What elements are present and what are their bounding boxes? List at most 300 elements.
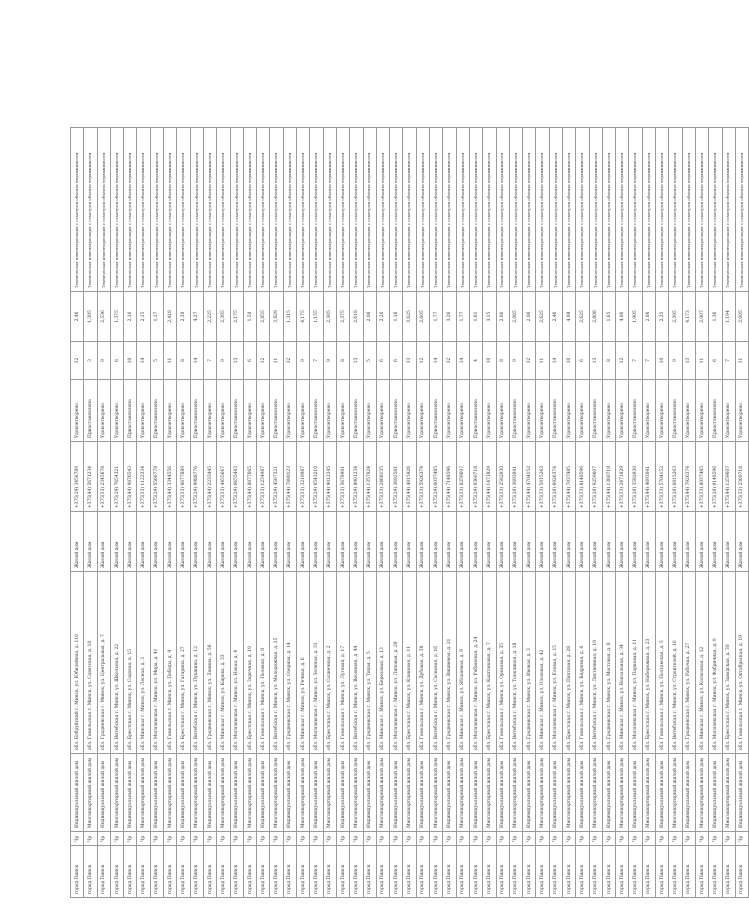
- table-cell-address: обл. Гродненская г. Минск, ул. Центральная, д. 7: [97, 572, 110, 754]
- table-cell-operation: Жилой дом: [735, 512, 748, 572]
- table-cell-phone: +375(44) 7926374: [682, 442, 695, 512]
- table-cell-city_type: Чр: [350, 832, 363, 846]
- table-cell-count: 9: [323, 342, 336, 380]
- table-cell-district: город Пинск: [376, 846, 389, 898]
- table-cell-status: Удовлетворено: [177, 380, 190, 442]
- table-cell-phone: +375(44) 7890123: [283, 442, 296, 512]
- table-cell-operation: Жилой дом: [403, 512, 416, 572]
- table-row: [323, 128, 336, 898]
- table-cell-count: 13: [230, 342, 243, 380]
- table-cell-phone: +375(29) 6655443: [230, 442, 243, 512]
- table-cell-value: 2,06: [363, 292, 376, 342]
- table-cell-district: город Пинск: [695, 846, 708, 898]
- records-table: [70, 127, 749, 898]
- table-cell-address: обл. Брестская г. Минск, ул. Пихтовая, д. 28: [562, 572, 575, 754]
- table-cell-count: 13: [589, 342, 602, 380]
- table-cell-note: Техническая инвентаризация с осмотром объекта недвижимости: [124, 128, 137, 292]
- table-cell-city_type: Чр: [722, 832, 735, 846]
- table-cell-status: Удовлетворено: [297, 380, 310, 442]
- table-cell-note: Техническая инвентаризация с осмотром объекта недвижимости: [616, 128, 629, 292]
- table-cell-address: обл. Могилевская г. Минск, ул. Еловая, д. 15: [549, 572, 562, 754]
- table-cell-city_type: Чр: [629, 832, 642, 846]
- table-cell-note: Техническая инвентаризация с осмотром объекта недвижимости: [217, 128, 230, 292]
- table-cell-value: 1,395: [84, 292, 97, 342]
- table-cell-address: обл. Могилевская г. Минск, ул. Зеленая, д. 31: [310, 572, 323, 754]
- table-cell-address: обл. Гомельская г. Минск, ул. Ореховая, д. 35: [496, 572, 509, 754]
- table-cell-status: Удовлетворено: [110, 380, 123, 442]
- table-cell-count: 14: [456, 342, 469, 380]
- table-cell-category: Многоквартирный жилой дом: [483, 754, 496, 832]
- table-cell-category: Индивидуальный жилой дом: [443, 754, 456, 832]
- table-cell-district: город Пинск: [283, 846, 296, 898]
- table-cell-count: 10: [124, 342, 137, 380]
- table-cell-city_type: Чр: [536, 832, 549, 846]
- table-cell-category: Многоквартирный жилой дом: [190, 754, 203, 832]
- table-cell-note: Техническая инвентаризация с осмотром объекта недвижимости: [110, 128, 123, 292]
- table-cell-address: обл. Гомельская г. Минск, ул. Октябрьская, д. 19: [735, 572, 748, 754]
- table-cell-count: 11: [270, 342, 283, 380]
- table-row: [190, 128, 203, 898]
- table-cell-note: Техническая инвентаризация с осмотром объекта недвижимости: [602, 128, 615, 292]
- table-cell-status: Удовлетворено: [642, 380, 655, 442]
- table-cell-phone: +375(44) 5671234: [84, 442, 97, 512]
- table-row: [283, 128, 296, 898]
- table-cell-address: обл. Могилевская г. Минск, ул. Рябиновая, д. 24: [469, 572, 482, 754]
- table-cell-value: 2,085: [509, 292, 522, 342]
- table-cell-note: Техническая инвентаризация с осмотром объекта недвижимости: [403, 128, 416, 292]
- table-cell-phone: +375(44) 9012345: [323, 442, 336, 512]
- table-cell-category: Индивидуальный жилой дом: [523, 754, 536, 832]
- table-cell-operation: Жилой дом: [602, 512, 615, 572]
- table-cell-note: Техническая инвентаризация с осмотром объекта недвижимости: [310, 128, 323, 292]
- table-cell-value: 2,618: [350, 292, 363, 342]
- table-cell-phone: +375(33) 2582930: [496, 442, 509, 512]
- table-cell-value: 2,855: [257, 292, 270, 342]
- table-cell-city_type: Чр: [124, 832, 137, 846]
- table-cell-status: Удовлетворено: [722, 380, 735, 442]
- table-cell-phone: +375(29) 6543210: [310, 442, 323, 512]
- table-row: [483, 128, 496, 898]
- table-cell-city_type: Чр: [376, 832, 389, 846]
- table-cell-phone: +375(33) 5704152: [656, 442, 669, 512]
- table-cell-address: обл. Гродненская г. Минск, ул. Рабочая, д. 27: [682, 572, 695, 754]
- table-cell-value: 1,194: [722, 292, 735, 342]
- table-cell-count: 7: [722, 342, 735, 380]
- table-cell-value: 2,007: [695, 292, 708, 342]
- table-row: [669, 128, 682, 898]
- table-cell-value: 2,808: [589, 292, 602, 342]
- table-cell-operation: Жилой дом: [616, 512, 629, 572]
- table-cell-address: обл. Брестская г. Минск, ул. Каштановая, д. 7: [483, 572, 496, 754]
- table-cell-value: 1,65: [602, 292, 615, 342]
- table-cell-phone: +375(33) 4455667: [217, 442, 230, 512]
- table-cell-district: город Пинск: [483, 846, 496, 898]
- table-row: [230, 128, 243, 898]
- table-cell-category: Индивидуальный жилой дом: [496, 754, 509, 832]
- table-cell-phone: +375(29) 5566778: [150, 442, 163, 512]
- table-cell-category: Многоквартирный жилой дом: [616, 754, 629, 832]
- table-cell-note: Техническая инвентаризация с осмотром объекта недвижимости: [283, 128, 296, 292]
- table-cell-operation: Жилой дом: [217, 512, 230, 572]
- table-cell-city_type: Чр: [469, 832, 482, 846]
- table-cell-value: 2,225: [203, 292, 216, 342]
- table-cell-address: обл. Минская г. Минск, ул. Березовая, д. 13: [376, 572, 389, 754]
- table-cell-phone: +375(44) 4704152: [523, 442, 536, 512]
- table-cell-city_type: Чр: [257, 832, 270, 846]
- table-row: [709, 128, 722, 898]
- table-cell-status: Удовлетворено: [323, 380, 336, 442]
- table-cell-note: Техническая инвентаризация с осмотром объекта недвижимости: [483, 128, 496, 292]
- rotated-table-container: [70, 128, 745, 898]
- table-row: [363, 128, 376, 898]
- table-cell-address: обл. Минская г. Минск, ул. Речная, д. 6: [297, 572, 310, 754]
- table-cell-category: Индивидуальный жилой дом: [150, 754, 163, 832]
- table-cell-phone: +375(44) 7148596: [443, 442, 456, 512]
- table-cell-city_type: Чр: [336, 832, 349, 846]
- table-cell-note: Техническая инвентаризация с осмотром объекта недвижимости: [695, 128, 708, 292]
- table-cell-category: Многоквартирный жилой дом: [137, 754, 150, 832]
- table-cell-address: обл. Брестская г. Минск, ул. Гагарина, д. 27: [177, 572, 190, 754]
- table-cell-note: Техническая инвентаризация с осмотром объекта недвижимости: [443, 128, 456, 292]
- table-cell-category: Индивидуальный жилой дом: [310, 754, 323, 832]
- table-cell-phone: +375(29) 6926374: [549, 442, 562, 512]
- table-cell-district: город Пинск: [257, 846, 270, 898]
- table-cell-category: Многоквартирный жилой дом: [456, 754, 469, 832]
- table-cell-note: Техническая инвентаризация с осмотром объекта недвижимости: [137, 128, 150, 292]
- table-cell-category: Многоквартирный жилой дом: [350, 754, 363, 832]
- table-cell-district: город Пинск: [137, 846, 150, 898]
- table-cell-address: обл. Могилевская г. Минск, ул. Мира, д. 41: [150, 572, 163, 754]
- table-cell-status: Приостановлено: [124, 380, 137, 442]
- table-cell-category: Индивидуальный жилой дом: [735, 754, 748, 832]
- table-cell-phone: +375(44) 9876543: [124, 442, 137, 512]
- table-cell-status: Удовлетворено: [682, 380, 695, 442]
- table-cell-address: обл. Витебская г. Минск, ул. Строителей, д. 16: [669, 572, 682, 754]
- table-cell-operation: Жилой дом: [177, 512, 190, 572]
- table-cell-phone: +375(33) 3210987: [297, 442, 310, 512]
- table-cell-city_type: Чр: [642, 832, 655, 846]
- table-cell-category: Многоквартирный жилой дом: [642, 754, 655, 832]
- table-cell-status: Удовлетворено: [443, 380, 456, 442]
- table-cell-count: 14: [549, 342, 562, 380]
- table-cell-phone: +375(33) 8259607: [456, 442, 469, 512]
- table-cell-district: город Пинск: [709, 846, 722, 898]
- table-cell-category: Многоквартирный жилой дом: [376, 754, 389, 832]
- table-cell-note: Техническая инвентаризация с осмотром объекта недвижимости: [523, 128, 536, 292]
- table-cell-operation: Жилой дом: [283, 512, 296, 572]
- table-cell-address: обл. Минская г. Минск, ул. Колхозная, д. 12: [695, 572, 708, 754]
- table-cell-city_type: Чр: [416, 832, 429, 846]
- table-cell-address: обл. Могилевская г. Минск, ул. Парковая, д. 11: [629, 572, 642, 754]
- table-cell-note: Техническая инвентаризация с осмотром объекта недвижимости: [203, 128, 216, 292]
- table-cell-note: Техническая инвентаризация с осмотром объекта недвижимости: [549, 128, 562, 292]
- table-cell-status: Приостановлено: [509, 380, 522, 442]
- table-cell-status: Удовлетворено: [695, 380, 708, 442]
- table-cell-phone: +375(29) 4567321: [270, 442, 283, 512]
- table-cell-value: 1,16: [390, 292, 403, 342]
- table-cell-note: Техническая инвентаризация с осмотром объекта недвижимости: [456, 128, 469, 292]
- table-cell-operation: Жилой дом: [336, 512, 349, 572]
- table-cell-category: Многоквартирный жилой дом: [722, 754, 735, 832]
- table-cell-value: 2,605: [735, 292, 748, 342]
- table-row: [137, 128, 150, 898]
- table-cell-count: 3: [84, 342, 97, 380]
- table-cell-note: Техническая инвентаризация с осмотром объекта недвижимости: [230, 128, 243, 292]
- table-cell-note: Техническая инвентаризация с осмотром объекта недвижимости: [150, 128, 163, 292]
- table-cell-count: 13: [350, 342, 363, 380]
- table-cell-phone: +375(29) 6037485: [430, 442, 443, 512]
- table-cell-operation: Жилой дом: [483, 512, 496, 572]
- table-cell-address: обл. Минская г. Минск, ул. Вокзальная, д. 34: [616, 572, 629, 754]
- table-cell-note: Техническая инвентаризация с осмотром объекта недвижимости: [71, 128, 84, 292]
- table-cell-address: обл. Бобруйский г. Минск, ул. Юбилейная, д. 110: [71, 572, 84, 754]
- table-cell-count: 14: [430, 342, 443, 380]
- table-row: [430, 128, 443, 898]
- table-cell-address: обл. Брестская г. Минск, ул. Солнечная, д. 2: [323, 572, 336, 754]
- table-cell-city_type: Чр: [695, 832, 708, 846]
- table-cell-count: 6: [376, 342, 389, 380]
- table-cell-status: Удовлетворено: [602, 380, 615, 442]
- table-cell-address: обл. Гомельская г. Минск, ул. Победы, д. 9: [164, 572, 177, 754]
- table-cell-address: обл. Брестская г. Минск, ул. Заречная, д. 19: [243, 572, 256, 754]
- table-cell-category: Многоквартирный жилой дом: [536, 754, 549, 832]
- table-cell-address: обл. Витебская г. Минск, ул. Тополиная, д. 18: [509, 572, 522, 754]
- table-cell-status: Приостановлено: [469, 380, 482, 442]
- table-cell-count: 8: [336, 342, 349, 380]
- table-cell-city_type: Чр: [243, 832, 256, 846]
- table-cell-address: обл. Витебская г. Минск, ул. Пушкина, д. 12: [190, 572, 203, 754]
- table-cell-note: Техническая инвентаризация с осмотром объекта недвижимости: [496, 128, 509, 292]
- table-cell-city_type: Чр: [217, 832, 230, 846]
- table-cell-status: Приостановлено: [669, 380, 682, 442]
- table-cell-operation: Жилой дом: [84, 512, 97, 572]
- table-cell-operation: Жилой дом: [682, 512, 695, 572]
- table-cell-operation: Жилой дом: [642, 512, 655, 572]
- table-cell-status: Удовлетворено: [576, 380, 589, 442]
- table-cell-city_type: Чр: [177, 832, 190, 846]
- table-cell-category: Индивидуальный жилой дом: [283, 754, 296, 832]
- table-cell-address: обл. Витебская г. Минск, ул. Молодежная, д. 25: [270, 572, 283, 754]
- table-cell-category: Индивидуальный жилой дом: [390, 754, 403, 832]
- table-cell-address: обл. Брестская г. Минск, ул. Набережная, д. 23: [642, 572, 655, 754]
- table-cell-operation: Жилой дом: [576, 512, 589, 572]
- table-row: [390, 128, 403, 898]
- table-cell-category: Индивидуальный жилой дом: [336, 754, 349, 832]
- table-cell-note: Техническая инвентаризация с осмотром объекта недвижимости: [735, 128, 748, 292]
- table-cell-value: 4,173: [682, 292, 695, 342]
- table-cell-category: Многоквартирный жилой дом: [323, 754, 336, 832]
- table-cell-status: Удовлетворено: [97, 380, 110, 442]
- table-cell-category: Многоквартирный жилой дом: [562, 754, 575, 832]
- table-cell-phone: +375(29) 9360718: [469, 442, 482, 512]
- table-cell-district: город Пинск: [243, 846, 256, 898]
- table-cell-count: 10: [656, 342, 669, 380]
- table-row: [297, 128, 310, 898]
- table-cell-city_type: Чр: [363, 832, 376, 846]
- table-cell-district: город Пинск: [562, 846, 575, 898]
- table-cell-city_type: Чр: [310, 832, 323, 846]
- table-cell-address: обл. Гомельская г. Минск, ул. Луговая, д. 17: [336, 572, 349, 754]
- table-cell-status: Приостановлено: [709, 380, 722, 442]
- table-cell-value: 1,61: [469, 292, 482, 342]
- table-cell-category: Многоквартирный жилой дом: [270, 754, 283, 832]
- table-cell-count: 11: [164, 342, 177, 380]
- table-cell-phone: +375(29) 6815263: [669, 442, 682, 512]
- table-cell-note: Техническая инвентаризация с осмотром объекта недвижимости: [709, 128, 722, 292]
- table-cell-operation: Жилой дом: [509, 512, 522, 572]
- table-cell-city_type: Чр: [589, 832, 602, 846]
- table-cell-value: 2,625: [536, 292, 549, 342]
- table-row: [735, 128, 748, 898]
- table-cell-value: 1,905: [629, 292, 642, 342]
- table-cell-category: Многоквартирный жилой дом: [669, 754, 682, 832]
- table-row: [576, 128, 589, 898]
- table-row: [682, 128, 695, 898]
- table-cell-city_type: Чр: [682, 832, 695, 846]
- table-cell-category: Многоквартирный жилой дом: [430, 754, 443, 832]
- table-cell-count: 13: [403, 342, 416, 380]
- table-cell-count: 12: [416, 342, 429, 380]
- table-cell-count: 13: [682, 342, 695, 380]
- table-cell-city_type: Чр: [735, 832, 748, 846]
- table-cell-operation: Жилой дом: [257, 512, 270, 572]
- table-cell-phone: +375(33) 2345678: [97, 442, 110, 512]
- table-cell-district: город Пинск: [589, 846, 602, 898]
- table-cell-operation: Жилой дом: [695, 512, 708, 572]
- table-cell-phone: +375(44) 1259607: [722, 442, 735, 512]
- table-cell-city_type: Чр: [84, 832, 97, 846]
- table-row: [562, 128, 575, 898]
- table-cell-status: Приостановлено: [230, 380, 243, 442]
- table-cell-phone: +375(33) 2360718: [735, 442, 748, 512]
- table-row: [642, 128, 655, 898]
- table-cell-operation: Жилой дом: [669, 512, 682, 572]
- table-cell-phone: +375(33) 8148596: [576, 442, 589, 512]
- table-row: [376, 128, 389, 898]
- table-cell-count: 7: [310, 342, 323, 380]
- table-cell-status: Удовлетворено: [656, 380, 669, 442]
- table-cell-phone: +375(44) 3344556: [164, 442, 177, 512]
- table-row: [203, 128, 216, 898]
- table-cell-operation: Жилой дом: [203, 512, 216, 572]
- table-cell-phone: +375(44) 1471829: [483, 442, 496, 512]
- table-cell-value: 2,175: [230, 292, 243, 342]
- table-cell-phone: +375(33) 6677889: [177, 442, 190, 512]
- table-cell-district: город Пинск: [496, 846, 509, 898]
- table-cell-value: 2,418: [164, 292, 177, 342]
- table-cell-operation: Жилой дом: [496, 512, 509, 572]
- table-row: [243, 128, 256, 898]
- table-cell-phone: +375(44) 8877665: [243, 442, 256, 512]
- table-cell-value: 1,36: [709, 292, 722, 342]
- table-cell-category: Индивидуальный жилой дом: [416, 754, 429, 832]
- table-row: [695, 128, 708, 898]
- table-cell-count: 11: [695, 342, 708, 380]
- table-cell-district: город Пинск: [390, 846, 403, 898]
- table-cell-note: Техническая инвентаризация с осмотром объекта недвижимости: [323, 128, 336, 292]
- table-row: [270, 128, 283, 898]
- table-cell-address: обл. Могилевская г. Минск, ул. Липовая, д. 29: [390, 572, 403, 754]
- table-cell-note: Техническая инвентаризация с осмотром объекта недвижимости: [257, 128, 270, 292]
- table-cell-phone: +375(44) 4815926: [403, 442, 416, 512]
- table-cell-operation: Жилой дом: [190, 512, 203, 572]
- table-cell-status: Приостановлено: [430, 380, 443, 442]
- table-cell-district: город Пинск: [71, 846, 84, 898]
- table-cell-district: город Пинск: [217, 846, 230, 898]
- table-cell-note: Техническая инвентаризация с осмотром объекта недвижимости: [469, 128, 482, 292]
- table-cell-count: 12: [616, 342, 629, 380]
- table-cell-count: 4: [469, 342, 482, 380]
- table-cell-phone: +375(33) 2468135: [376, 442, 389, 512]
- table-cell-address: обл. Минская г. Минск, ул. Кирова, д. 33: [217, 572, 230, 754]
- table-row: [629, 128, 642, 898]
- table-cell-value: 4,06: [616, 292, 629, 342]
- table-cell-status: Удовлетворено: [735, 380, 748, 442]
- table-cell-phone: +375(44) 1360718: [602, 442, 615, 512]
- table-cell-district: город Пинск: [735, 846, 748, 898]
- table-cell-address: обл. Могилевская г. Минск, ул. Фабричная, д. 9: [709, 572, 722, 754]
- table-cell-value: 2,30: [177, 292, 190, 342]
- table-cell-operation: Жилой дом: [97, 512, 110, 572]
- table-cell-operation: Жилой дом: [589, 512, 602, 572]
- table-cell-operation: Жилой дом: [137, 512, 150, 572]
- table-cell-value: 1,77: [456, 292, 469, 342]
- table-cell-note: Техническая инвентаризация с осмотром объекта недвижимости: [669, 128, 682, 292]
- table-cell-count: 9: [509, 342, 522, 380]
- table-cell-count: 7: [629, 342, 642, 380]
- table-cell-operation: Жилой дом: [230, 512, 243, 572]
- table-cell-address: обл. Брестская г. Минск, ул. Кленовая, д. 11: [403, 572, 416, 754]
- table-cell-operation: Жилой дом: [430, 512, 443, 572]
- table-cell-phone: +375(29) 9988776: [190, 442, 203, 512]
- table-cell-city_type: Чр: [443, 832, 456, 846]
- table-cell-value: 4,98: [562, 292, 575, 342]
- table-cell-count: 8: [496, 342, 509, 380]
- table-row: [150, 128, 163, 898]
- table-cell-note: Техническая инвентаризация с осмотром объекта недвижимости: [509, 128, 522, 292]
- table-cell-district: город Пинск: [682, 846, 695, 898]
- table-cell-category: Индивидуальный жилой дом: [656, 754, 669, 832]
- table-cell-status: Приостановлено: [390, 380, 403, 442]
- table-cell-count: 9: [297, 342, 310, 380]
- table-cell-operation: Жилой дом: [270, 512, 283, 572]
- table-cell-count: 9: [217, 342, 230, 380]
- table-cell-count: 14: [137, 342, 150, 380]
- table-cell-value: 3,829: [270, 292, 283, 342]
- table-cell-note: Техническая инвентаризация с осмотром объекта недвижимости: [97, 128, 110, 292]
- table-cell-status: Удовлетворено: [363, 380, 376, 442]
- table-cell-value: 2,305: [323, 292, 336, 342]
- table-row: [509, 128, 522, 898]
- table-row: [71, 128, 84, 898]
- table-cell-note: Техническая инвентаризация с осмотром объекта недвижимости: [722, 128, 735, 292]
- table-cell-note: Техническая инвентаризация с осмотром объекта недвижимости: [177, 128, 190, 292]
- table-cell-status: Удовлетворено: [562, 380, 575, 442]
- table-cell-phone: +375(29) 3456789: [71, 442, 84, 512]
- table-cell-district: город Пинск: [310, 846, 323, 898]
- table-cell-status: Удовлетворено: [456, 380, 469, 442]
- table-row: [310, 128, 323, 898]
- table-cell-category: Индивидуальный жилой дом: [97, 754, 110, 832]
- table-cell-district: город Пинск: [416, 846, 429, 898]
- table-cell-district: город Пинск: [84, 846, 97, 898]
- table-cell-city_type: Чр: [456, 832, 469, 846]
- table-cell-operation: Жилой дом: [656, 512, 669, 572]
- table-cell-phone: +375(33) 1234987: [257, 442, 270, 512]
- table-cell-category: Индивидуальный жилой дом: [709, 754, 722, 832]
- table-cell-operation: Жилой дом: [443, 512, 456, 572]
- table-cell-district: город Пинск: [549, 846, 562, 898]
